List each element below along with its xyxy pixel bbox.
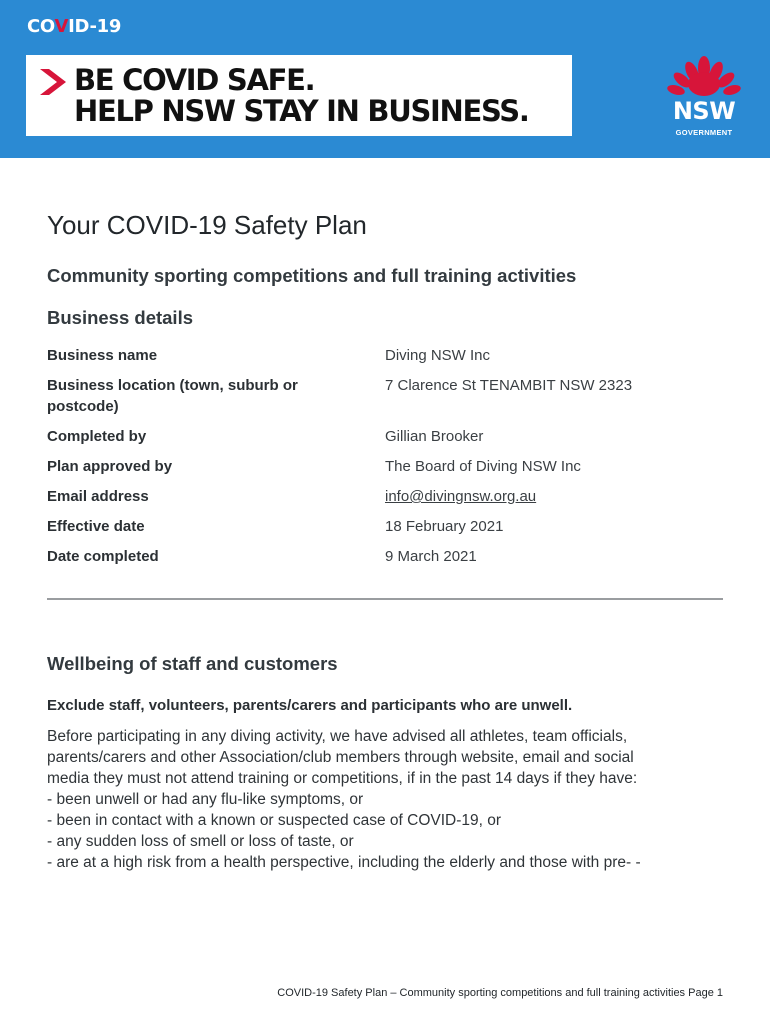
- bullet-line: - any sudden loss of smell or loss of taste, or: [47, 833, 354, 850]
- detail-row-completed-by: [47, 426, 727, 456]
- section-divider: [47, 598, 723, 600]
- detail-row-plan-approved-by: [47, 456, 727, 486]
- bullet-line: - are at a high risk from a health perspective, including the elderly and those with pre- -: [47, 854, 641, 871]
- page-number: Page 1: [688, 987, 723, 999]
- covid-label-highlight: V: [54, 16, 69, 37]
- business-details-heading: Business details: [47, 307, 194, 328]
- slogan-box: [26, 55, 572, 136]
- body-line: media they must not attend training or competitions, if in the past 14 days if they have:: [47, 770, 638, 787]
- detail-row-date-completed: [47, 546, 727, 576]
- detail-row-email-address: [47, 486, 727, 516]
- bullet-line: - been unwell or had any flu-like symptoms, or: [47, 791, 364, 808]
- detail-value: Gillian Brooker: [385, 428, 484, 445]
- slogan-line-2: HELP NSW STAY IN BUSINESS.: [74, 94, 529, 128]
- detail-label: Date completed: [47, 548, 159, 565]
- detail-value: 7 Clarence St TENAMBIT NSW 2323: [385, 377, 633, 394]
- header-banner: [0, 0, 770, 158]
- wellbeing-subheading: Exclude staff, volunteers, parents/carers and participants who are unwell.: [47, 697, 573, 714]
- detail-value: The Board of Diving NSW Inc: [385, 458, 581, 475]
- slogan-line-1: BE COVID SAFE.: [74, 63, 315, 97]
- covid-label-suffix: ID-19: [68, 16, 122, 37]
- chevron-right-icon: [40, 69, 66, 95]
- nsw-logo-subtext: GOVERNMENT: [675, 128, 733, 137]
- email-link[interactable]: info@divingnsw.org.au: [385, 488, 537, 505]
- detail-row-business-location: [47, 375, 727, 426]
- wellbeing-body: [47, 726, 727, 873]
- nsw-logo-text: NSW: [672, 97, 736, 125]
- wellbeing-heading: Wellbeing of staff and customers: [47, 653, 338, 674]
- detail-value: Diving NSW Inc: [385, 347, 491, 364]
- detail-label: Plan approved by: [47, 458, 173, 475]
- detail-row-effective-date: [47, 516, 727, 546]
- document-title: Your COVID-19 Safety Plan: [47, 210, 367, 240]
- detail-label: Business location (town, suburb or postcode): [47, 377, 298, 415]
- document-subtitle: Community sporting competitions and full training activities: [47, 265, 577, 286]
- detail-label: Completed by: [47, 428, 147, 445]
- bullet-line: - been in contact with a known or suspected case of COVID-19, or: [47, 812, 502, 829]
- body-line: parents/carers and other Association/club members through website, email and social: [47, 749, 634, 766]
- footer-text: COVID-19 Safety Plan – Community sporting competitions and full training activities: [277, 987, 686, 999]
- detail-row-business-name: [47, 345, 727, 375]
- detail-value: 18 February 2021: [385, 518, 504, 535]
- covid-19-label: [27, 16, 121, 37]
- business-details-table: [47, 345, 727, 576]
- body-line: Before participating in any diving activity, we have advised all athletes, team officials,: [47, 728, 628, 745]
- page-footer: [277, 987, 723, 999]
- detail-label: Effective date: [47, 518, 145, 535]
- detail-label: Email address: [47, 488, 149, 505]
- covid-label-prefix: CO: [27, 16, 55, 37]
- detail-value: 9 March 2021: [385, 548, 477, 565]
- detail-label: Business name: [47, 347, 158, 364]
